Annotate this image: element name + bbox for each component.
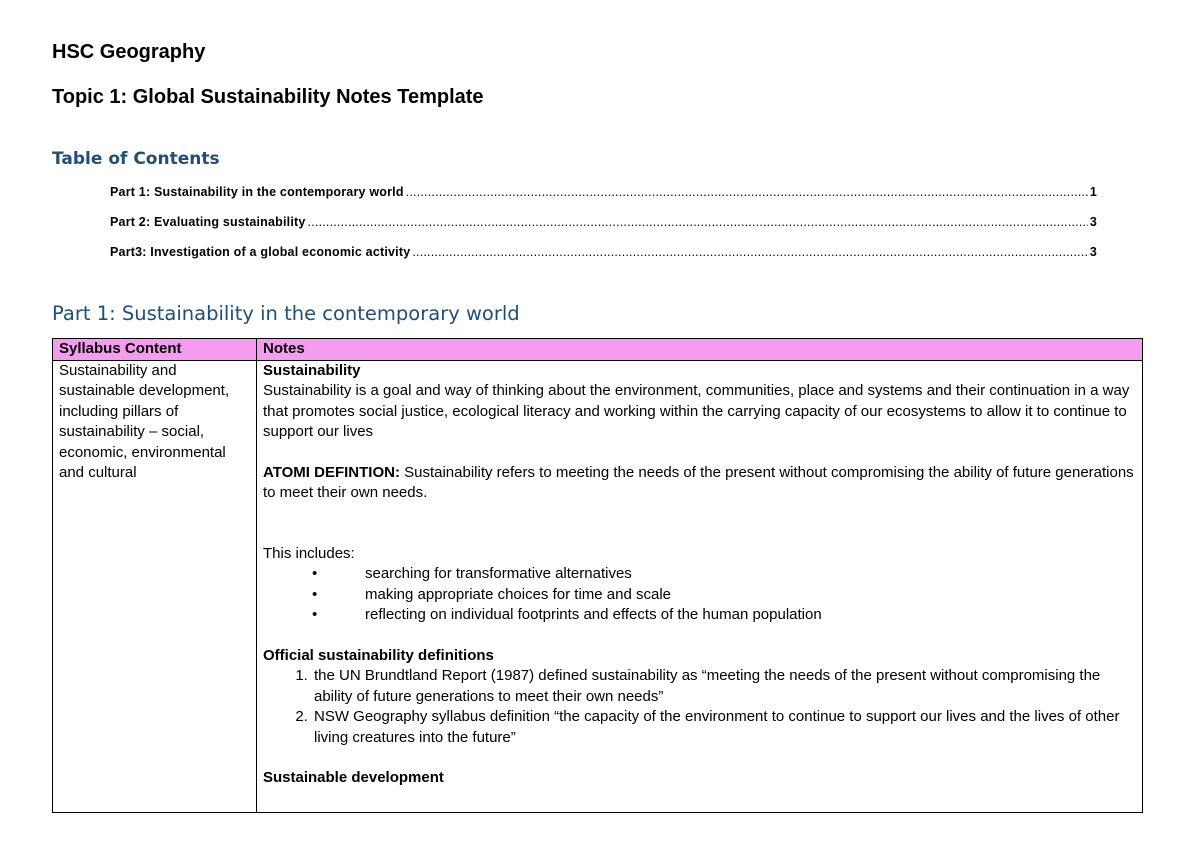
toc-entry-label: Part3: Investigation of a global economic activity	[110, 245, 411, 259]
sustainability-heading: Sustainability	[263, 361, 361, 379]
official-definitions-heading: Official sustainability definitions	[263, 646, 494, 664]
document-title: HSC Geography	[52, 41, 206, 63]
part1-heading: Part 1: Sustainability in the contemporary world	[52, 302, 520, 325]
list-item: 1. the UN Brundtland Report (1987) defined sustainability as “meeting the needs of the present without compromising the ability of future generations to meet their own needs”	[312, 666, 1136, 707]
includes-list	[263, 564, 1136, 626]
table-header-row	[53, 339, 1143, 361]
list-item: 2. NSW Geography syllabus definition “the capacity of the environment to continue to support our lives and the lives of other living creatures into the future”	[312, 707, 1136, 748]
syllabus-content-cell: Sustainability and sustainable development, including pillars of sustainability – social, economic, environmental and cultural	[53, 360, 257, 813]
atomi-definition	[263, 463, 1136, 504]
list-item: • making appropriate choices for time and scale	[263, 585, 1136, 606]
sustainability-text: Sustainability is a goal and way of thinking about the environment, communities, place and systems and their continuation in a way that promotes social justice, ecological literacy and working within the carrying capacity of our ecosystems to allow it to continue to support our lives	[263, 382, 1130, 440]
table-row	[53, 360, 1143, 813]
atomi-text: Sustainability refers to meeting the needs of the present without compromising the ability of future generations to meet their own needs.	[263, 463, 1134, 501]
official-definitions-list	[263, 666, 1136, 748]
toc-leader-dots	[308, 215, 1088, 229]
includes-intro: This includes:	[263, 544, 355, 562]
header-syllabus-content: Syllabus Content	[53, 339, 257, 361]
toc-entry-page: 3	[1089, 245, 1097, 259]
toc-entry-part1[interactable]	[110, 185, 1097, 199]
sustainable-development-heading: Sustainable development	[263, 769, 444, 786]
toc-heading: Table of Contents	[52, 149, 220, 169]
toc-entry-page: 3	[1089, 215, 1097, 229]
document-subtitle: Topic 1: Global Sustainability Notes Template	[52, 86, 484, 108]
toc-entry-part3[interactable]	[110, 245, 1097, 259]
toc-leader-dots	[412, 245, 1087, 259]
notes-table	[52, 338, 1143, 813]
list-item: • reflecting on individual footprints and effects of the human population	[263, 605, 1136, 626]
toc-leader-dots	[406, 185, 1088, 199]
toc-entry-part2[interactable]	[110, 215, 1097, 229]
atomi-label: ATOMI DEFINTION:	[263, 463, 400, 481]
list-item: • searching for transformative alternatives	[263, 564, 1136, 585]
toc-entry-label: Part 2: Evaluating sustainability	[110, 215, 306, 229]
toc-entry-page: 1	[1089, 185, 1097, 199]
toc-entry-label: Part 1: Sustainability in the contemporary world	[110, 185, 404, 199]
header-notes: Notes	[257, 339, 1143, 361]
notes-cell	[257, 360, 1143, 813]
